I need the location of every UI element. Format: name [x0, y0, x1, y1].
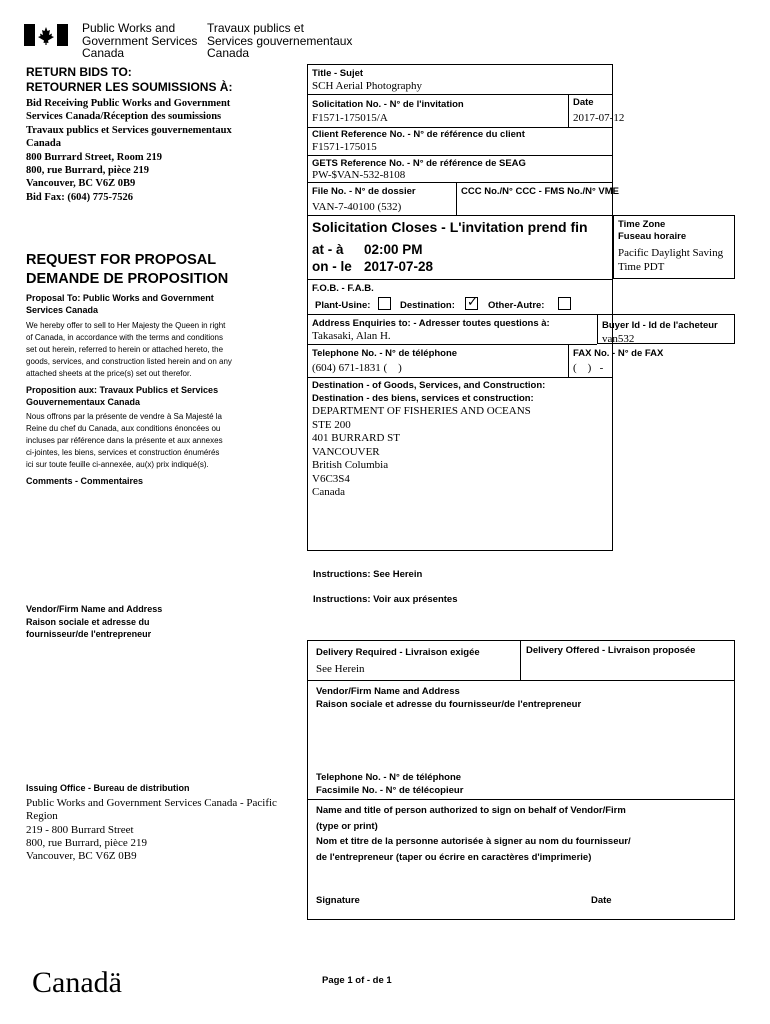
- other-autre-label: Other-Autre:: [488, 300, 545, 311]
- buyer-id-label: Buyer Id - Id de l'acheteur: [602, 320, 718, 331]
- issuing-office-label: Issuing Office - Bureau de distribution: [26, 783, 190, 793]
- return-bids-title-fr: RETOURNER LES SOUMISSIONS À:: [26, 80, 233, 94]
- proposition-aux-text: Nous offrons par la présente de vendre à Sa Majesté la Reine du chef du Canada, aux conditions énoncées ou incluses par référence dans la présente et aux annexes ci-jointes, les biens, services et construction énumérés ici sur toute feuille ci-annexée, au(x) prix indiqué(s).: [26, 412, 223, 469]
- delivery-required-value: See Herein: [316, 663, 365, 675]
- request-title-en: REQUEST FOR PROPOSAL: [26, 252, 217, 268]
- client-reference-label: Client Reference No. - N° de référence du client: [312, 129, 525, 140]
- closes-on-label: on - le: [312, 259, 352, 274]
- instructions-en: Instructions: See Herein: [313, 569, 423, 580]
- solicitation-closes-title: Solicitation Closes - L'invitation prend fin: [312, 219, 588, 235]
- time-zone-value: Pacific Daylight Saving Time PDT: [618, 247, 724, 273]
- request-title-fr: DEMANDE DE PROPOSITION: [26, 271, 229, 287]
- destination-checkbox[interactable]: [465, 297, 478, 310]
- client-reference-value: F1571-175015: [312, 141, 377, 153]
- address-enquiries-label: Address Enquiries to: - Adresser toutes questions à:: [312, 318, 550, 329]
- return-bids-title-en: RETURN BIDS TO:: [26, 65, 132, 79]
- fax-value: ( ) -: [573, 362, 604, 374]
- signature-label[interactable]: Signature: [316, 895, 360, 906]
- title-value: SCH Aerial Photography: [312, 80, 422, 92]
- title-label: Title - Sujet: [312, 68, 364, 79]
- vendor-firm-label: Vendor/Firm Name and Address Raison sociale et adresse du fournisseur/de l'entrepreneur: [26, 604, 163, 639]
- plant-usine-checkbox[interactable]: [378, 297, 391, 310]
- page-number: Page 1 of - de 1: [322, 975, 392, 986]
- gets-reference-value: PW-$VAN-532-8108: [312, 169, 406, 181]
- solicitation-number-label: Solicitation No. - N° de l'invitation: [312, 99, 464, 110]
- checkmark-icon: ✓: [467, 295, 478, 310]
- address-enquiries-value: Takasaki, Alan H.: [312, 330, 391, 342]
- proposal-to-label: Proposal To: Public Works and Government Services Canada: [26, 293, 214, 315]
- file-number-label: File No. - N° de dossier: [312, 186, 416, 197]
- destination-label: Destination:: [400, 300, 455, 311]
- fob-label: F.O.B. - F.A.B.: [312, 283, 374, 294]
- gets-reference-label: GETS Reference No. - N° de référence de SEAG: [312, 158, 526, 169]
- department-name-fr: Travaux publics et Services gouvernementaux Canada: [207, 21, 353, 60]
- closing-date-value: 2017-07-28: [364, 259, 434, 274]
- buyer-id-value: van532: [602, 333, 635, 345]
- date-label: Date: [573, 97, 594, 108]
- vendor-name-address-label[interactable]: Vendor/Firm Name and Address Raison sociale et adresse du fournisseur/de l'entrepreneur: [316, 686, 582, 710]
- proposal-to-text: We hereby offer to sell to Her Majesty the Queen in right of Canada, in accordance with the terms and conditions set out herein, referred to herein or attached hereto, the goods, services, and construction listed herein and on any attached sheets at the price(s) set out therefor.: [26, 321, 232, 378]
- return-bids-address: Bid Receiving Public Works and Government Services Canada/Réception des soumissions Travaux publics et Services gouvernementaux Canada 800 Burrard Street, Room 219 800, rue Burrard, pièce 219 Vancouver, BC V6Z 0B9 Bid Fax: (604) 775-7526: [26, 98, 232, 203]
- destination-goods-address: DEPARTMENT OF FISHERIES AND OCEANS STE 200 401 BURRARD ST VANCOUVER British Columbia V6C3S4 Canada: [312, 405, 531, 498]
- delivery-offered-label: Delivery Offered - Livraison proposée: [526, 645, 696, 656]
- closes-at-label: at - à: [312, 242, 344, 257]
- canada-wordmark-logo: Canadä: [32, 966, 122, 999]
- other-autre-checkbox[interactable]: [558, 297, 571, 310]
- proposition-aux-label: Proposition aux: Travaux Publics et Services Gouvernementaux Canada: [26, 385, 219, 407]
- closing-time-value: 02:00 PM: [364, 242, 423, 257]
- solicitation-number-value: F1571-175015/A: [312, 112, 388, 124]
- telephone-facsimile-label: Telephone No. - N° de téléphone Facsimile No. - N° de télécopieur: [316, 772, 464, 796]
- issuing-office-address: Public Works and Government Services Canada - Pacific Region 219 - 800 Burrard Street 800, rue Burrard, pièce 219 Vancouver, BC V6Z 0B9: [26, 797, 277, 863]
- telephone-value: (604) 671-1831 ( ): [312, 362, 402, 374]
- fax-label: FAX No. - N° de FAX: [573, 348, 664, 359]
- authorized-person-label: Name and title of person authorized to sign on behalf of Vendor/Firm (type or print) Nom et titre de la personne autorisée à signer au nom du fournisseur/ de l'entrepreneur (taper ou écrire en caractères d'imprimerie): [316, 805, 631, 863]
- canada-flag-logo: [24, 24, 68, 46]
- file-number-value: VAN-7-40100 (532): [312, 201, 402, 213]
- time-zone-label: Time Zone Fuseau horaire: [618, 219, 687, 242]
- instructions-fr: Instructions: Voir aux présentes: [313, 594, 458, 605]
- comments-label: Comments - Commentaires: [26, 476, 144, 486]
- telephone-label: Telephone No. - N° de téléphone: [312, 348, 458, 359]
- signature-date-label[interactable]: Date: [591, 895, 612, 906]
- ccc-number-label: CCC No./N° CCC - FMS No./N° VME: [461, 186, 620, 197]
- delivery-required-label: Delivery Required - Livraison exigée: [316, 647, 480, 658]
- plant-usine-label: Plant-Usine:: [315, 300, 371, 311]
- department-name-en: Public Works and Government Services Canada: [82, 21, 198, 60]
- date-value: 2017-07-12: [573, 112, 625, 124]
- destination-goods-label: Destination - of Goods, Services, and Construction: Destination - des biens, services et construction:: [312, 380, 546, 404]
